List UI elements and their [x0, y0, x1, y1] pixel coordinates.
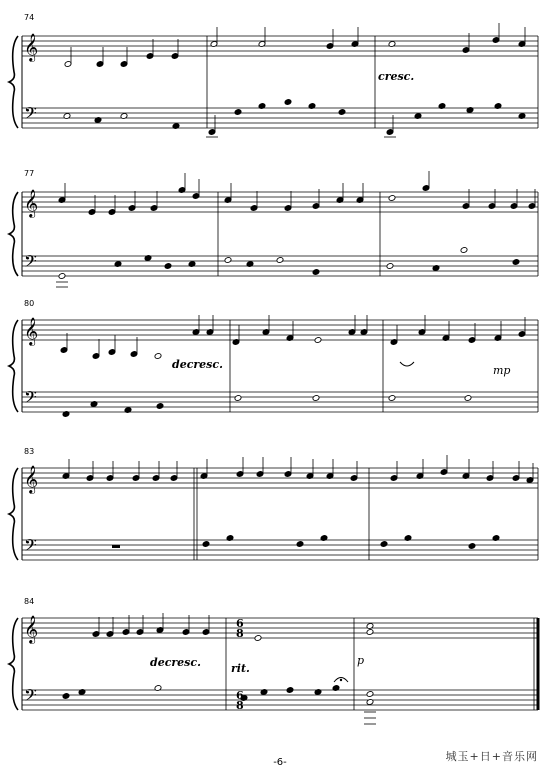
system-brace — [9, 320, 18, 412]
system-brace — [9, 192, 18, 276]
system-brace — [9, 618, 18, 710]
note-head — [156, 403, 164, 410]
note-head — [312, 395, 320, 402]
treble-clef-icon: 𝄞 — [24, 189, 39, 217]
note-head — [366, 629, 374, 636]
note-head — [296, 541, 304, 548]
measure-number: 74 — [24, 13, 35, 22]
bass-staff — [22, 690, 538, 710]
system-brace — [9, 468, 18, 560]
bass-staff — [22, 392, 538, 412]
bass-clef-icon: 𝄢 — [24, 387, 37, 411]
dynamic-marking: cresc. — [378, 70, 415, 83]
treble-staff — [22, 36, 538, 56]
note-head — [460, 247, 468, 254]
note-head — [464, 395, 472, 402]
note-head — [234, 109, 242, 116]
measure-number: 77 — [24, 169, 35, 178]
treble-clef-icon: 𝄞 — [24, 465, 39, 493]
note-head — [154, 353, 162, 360]
note-head — [468, 543, 476, 550]
note-head — [58, 273, 66, 280]
system-brace — [9, 36, 18, 128]
dynamic-marking: decresc. — [172, 358, 223, 371]
tempo-marking: rit. — [231, 662, 250, 675]
note-head — [164, 263, 172, 270]
note-head — [62, 693, 70, 700]
measure-number: 84 — [24, 597, 35, 606]
bass-clef-icon: 𝄢 — [24, 103, 37, 127]
measure-number: 83 — [24, 447, 35, 456]
note-head — [254, 635, 262, 642]
bass-clef-icon: 𝄢 — [24, 535, 37, 559]
dynamic-marking: p — [357, 654, 365, 667]
note-head — [380, 541, 388, 548]
note-head — [202, 541, 210, 548]
time-signature-top: 6 — [236, 617, 244, 630]
time-signature-bottom: 8 — [236, 699, 244, 712]
measure-number: 80 — [24, 299, 35, 308]
page-number: -6- — [273, 757, 287, 768]
treble-staff — [22, 468, 538, 488]
note-head — [284, 99, 292, 106]
dynamic-marking: mp — [493, 364, 511, 377]
note-head — [312, 269, 320, 276]
fermata-icon — [400, 362, 414, 366]
note-head — [224, 257, 232, 264]
note-head — [388, 195, 396, 202]
note-head — [314, 337, 322, 344]
bass-staff — [22, 540, 538, 560]
treble-clef-icon: 𝄞 — [24, 615, 39, 643]
note-head — [386, 263, 394, 270]
note-head — [286, 687, 294, 694]
time-signature-bottom: 8 — [236, 627, 244, 640]
note-head — [276, 257, 284, 264]
note-head — [366, 691, 374, 698]
treble-staff — [22, 320, 538, 340]
bass-clef-icon: 𝄢 — [24, 251, 37, 275]
note-head — [338, 109, 346, 116]
treble-staff — [22, 192, 538, 212]
whole-rest — [112, 545, 120, 548]
note-head — [234, 395, 242, 402]
bass-clef-icon: 𝄢 — [24, 685, 37, 709]
note-head — [388, 395, 396, 402]
treble-clef-icon: 𝄞 — [24, 33, 39, 61]
time-signature-top: 6 — [236, 689, 244, 702]
fermata-dot — [340, 679, 342, 681]
note-head — [512, 259, 520, 266]
watermark: 城玉+日+音乐网 — [445, 750, 538, 763]
treble-clef-icon: 𝄞 — [24, 317, 39, 345]
dynamic-marking: decresc. — [150, 656, 201, 669]
